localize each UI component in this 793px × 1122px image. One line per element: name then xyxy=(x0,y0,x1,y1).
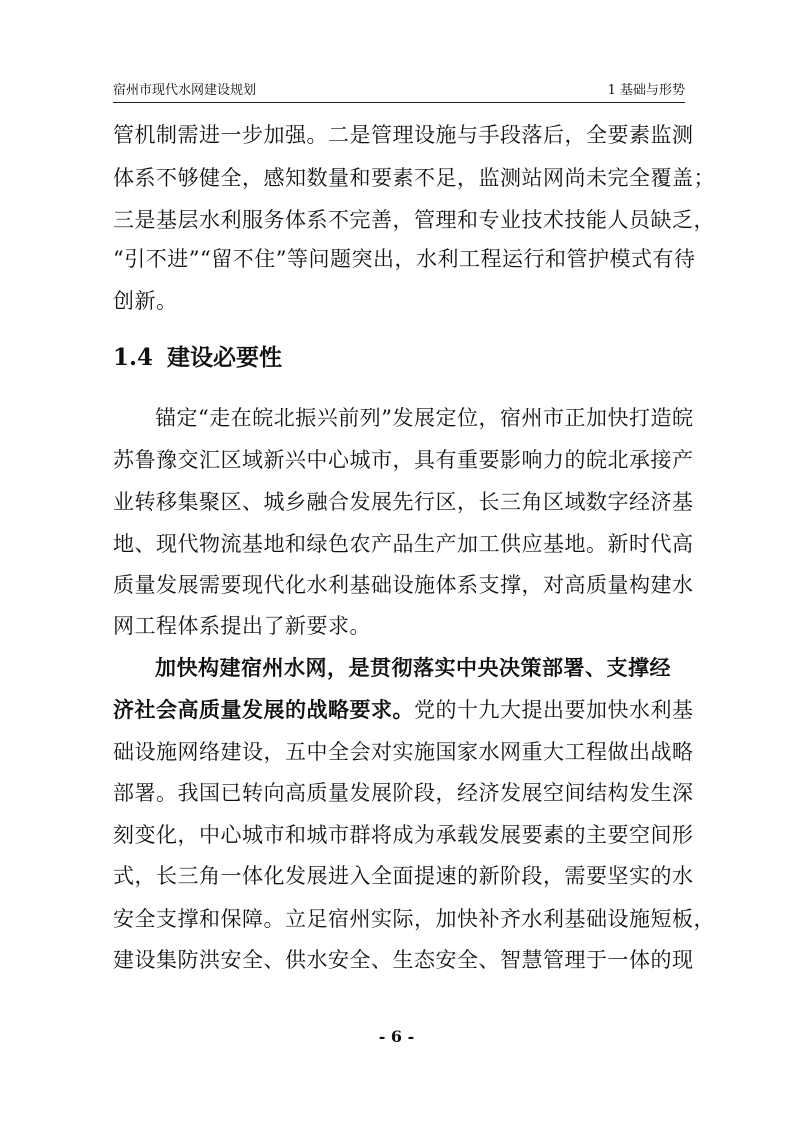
body-text-line: 业转移集聚区、城乡融合发展先行区，长三角区域数字经济基 xyxy=(113,490,694,514)
body-text-line: 网工程体系提出了新要求。 xyxy=(113,614,371,638)
body-text-line: 刻变化，中心城市和城市群将成为承载发展要素的主要空间形 xyxy=(113,823,694,847)
body-text-line: 安全支撑和保障。立足宿州实际，加快补齐水利基础设施短板， xyxy=(113,907,715,931)
running-header xyxy=(113,80,685,103)
body-text-line: 部署。我国已转向高质量发展阶段，经济发展空间结构发生深 xyxy=(113,781,694,805)
header-chapter-title: 1 基础与形势 xyxy=(607,83,685,98)
body-text-line: 础设施网络建设，五中全会对实施国家水网重大工程做出战略 xyxy=(113,740,694,764)
body-text-line: 锚定“走在皖北振兴前列”发展定位，宿州市正加快打造皖 xyxy=(155,406,694,430)
body-text-line: 管机制需进一步加强。二是管理设施与手段落后，全要素监测 xyxy=(113,123,694,147)
section-title: 建设必要性 xyxy=(167,344,283,371)
section-number: 1.4 xyxy=(113,344,154,371)
body-text-line xyxy=(113,696,693,724)
body-text-continuation: 党的十九大提出要加快水利基 xyxy=(414,698,694,722)
page-number: - 6 - xyxy=(378,1027,415,1046)
bold-lead-sentence: 加快构建宿州水网，是贯彻落实中央决策部署、支撑经 xyxy=(155,655,671,680)
body-text-line: 地、现代物流基地和绿色农产品生产加工供应基地。新时代高 xyxy=(113,532,694,556)
body-text-line: 三是基层水利服务体系不完善，管理和专业技术技能人员缺乏， xyxy=(113,208,715,232)
body-text-line: 式，长三角一体化发展进入全面提速的新阶段，需要坚实的水 xyxy=(113,864,694,888)
body-text-line: 苏鲁豫交汇区域新兴中心城市，具有重要影响力的皖北承接产 xyxy=(113,448,694,472)
body-text-line: “引不进”“留不住”等问题突出，水利工程运行和管护模式有待 xyxy=(113,247,696,271)
body-text-line: 建设集防洪安全、供水安全、生态安全、智慧管理于一体的现 xyxy=(113,948,694,972)
body-text-line: 质量发展需要现代化水利基础设施体系支撑，对高质量构建水 xyxy=(113,573,694,597)
bold-lead-sentence-end: 济社会高质量发展的战略要求。 xyxy=(113,697,414,722)
section-heading xyxy=(113,343,282,373)
header-document-title: 宿州市现代水网建设规划 xyxy=(113,83,257,98)
body-text-line: 创新。 xyxy=(113,289,178,313)
body-text-line: 体系不够健全，感知数量和要素不足，监测站网尚未完全覆盖； xyxy=(113,166,715,190)
